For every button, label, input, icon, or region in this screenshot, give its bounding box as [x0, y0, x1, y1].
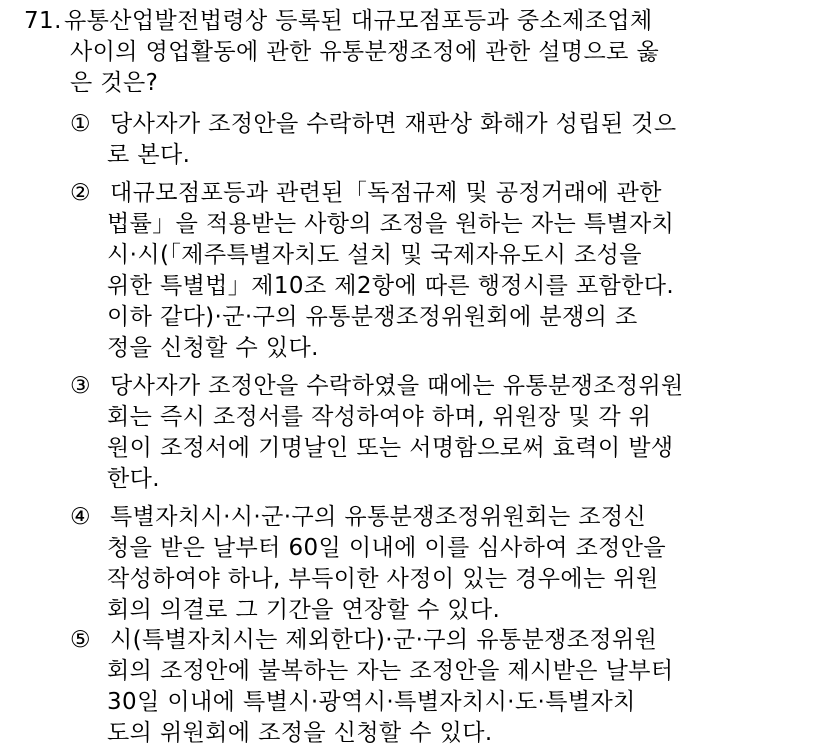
choice-3-line-4: 한다.	[107, 466, 160, 492]
choice-4-line-2: 청을 받은 날부터 60일 이내에 이를 심사하여 조정안을	[107, 535, 667, 561]
choice-2-line-2: 법률」을 적용받는 사항의 조정을 원하는 자는 특별자치	[107, 211, 675, 237]
question-text: 유통산업발전법령상 등록된 대규모점포등과 중소제조업체	[64, 8, 653, 34]
choice-2-line-6: 정을 신청할 수 있다.	[107, 335, 319, 361]
choice-1-line-2: 로 본다.	[107, 142, 191, 168]
choice-2	[70, 178, 662, 208]
choice-marker: ④	[70, 504, 92, 530]
choice-1	[70, 109, 676, 139]
choice-text: 당사자가 조정안을 수락하였을 때에는 유통분쟁조정위원	[110, 373, 684, 399]
choice-5-line-3: 30일 이내에 특별시·광역시·특별자치시·도·특별자치	[107, 689, 636, 715]
choice-2-line-4: 위한 특별법」제10조 제2항에 따른 행정시를 포함한다.	[107, 273, 675, 299]
choice-marker: ⑤	[70, 627, 92, 653]
choice-5-line-2: 회의 조정안에 불복하는 자는 조정안을 제시받은 날부터	[107, 658, 674, 684]
choice-marker: ①	[70, 111, 92, 137]
choice-marker: ②	[70, 180, 92, 206]
choice-5-line-4: 도의 위원회에 조정을 신청할 수 있다.	[107, 720, 493, 746]
choice-2-line-5: 이하 같다)·군·구의 유통분쟁조정위원회에 분쟁의 조	[107, 304, 638, 330]
question-line-3: 은 것은?	[70, 70, 159, 96]
choice-text: 시(특별자치시는 제외한다)·군·구의 유통분쟁조정위원	[110, 627, 658, 653]
choice-marker: ③	[70, 373, 92, 399]
choice-5	[70, 625, 657, 655]
choice-3-line-2: 회는 즉시 조정서를 작성하여야 하며, 위원장 및 각 위	[107, 404, 652, 430]
question-line-1	[24, 6, 653, 36]
question-line-2: 사이의 영업활동에 관한 유통분쟁조정에 관한 설명으로 옳	[70, 39, 660, 65]
question-number: 71.	[24, 8, 62, 34]
choice-4-line-4: 회의 의결로 그 기간을 연장할 수 있다.	[107, 597, 501, 623]
choice-3	[70, 371, 684, 401]
choice-2-line-3: 시·시(「제주특별자치도 설치 및 국제자유도시 조성을	[107, 242, 642, 268]
choice-3-line-3: 원이 조정서에 기명날인 또는 서명함으로써 효력이 발생	[107, 435, 674, 461]
choice-4-line-3: 작성하여야 하나, 부득이한 사정이 있는 경우에는 위원	[107, 566, 659, 592]
choice-text: 특별자치시·시·군·구의 유통분쟁조정위원회는 조정신	[110, 504, 647, 530]
choice-4	[70, 502, 646, 532]
choice-text: 당사자가 조정안을 수락하면 재판상 화해가 성립된 것으	[110, 111, 677, 137]
choice-text: 대규모점포등과 관련된「독점규제 및 공정거래에 관한	[110, 180, 662, 206]
